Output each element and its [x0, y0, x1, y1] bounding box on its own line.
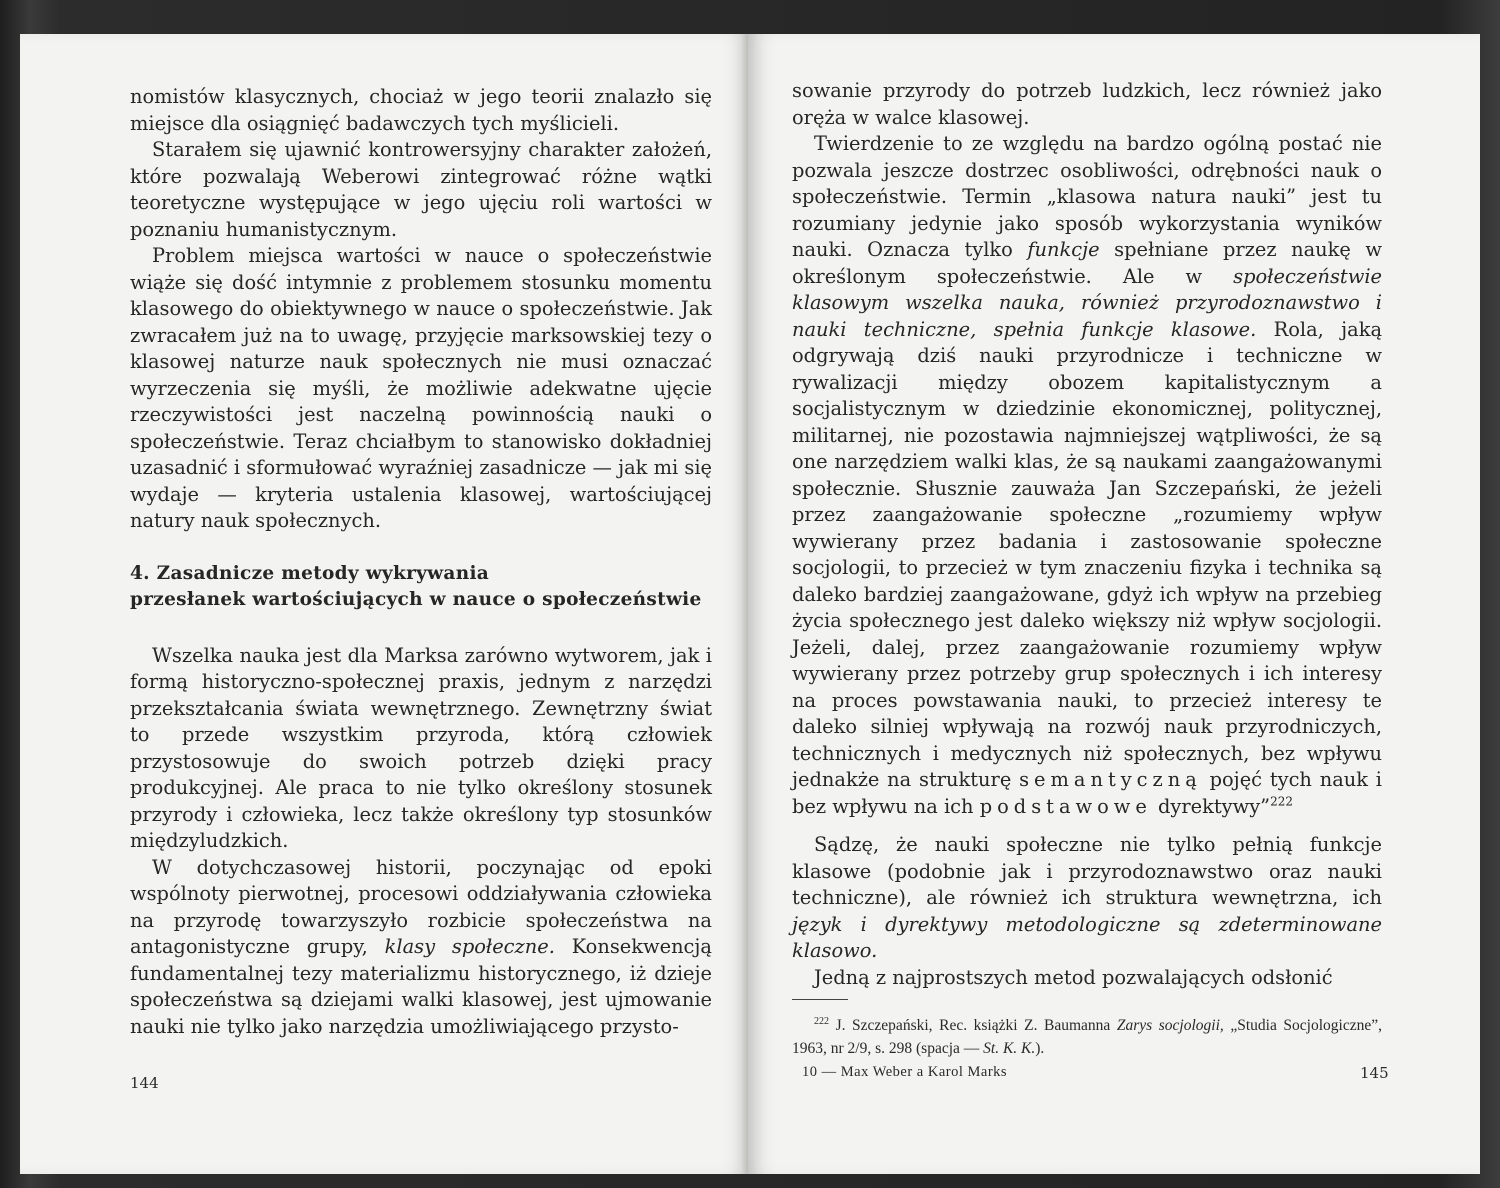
left-page-number: 144 — [130, 1074, 159, 1092]
right-paragraph-3 — [792, 832, 1382, 965]
text-run: ). — [1035, 1040, 1045, 1058]
spaced-run: podstawowe — [979, 794, 1152, 818]
left-paragraph-4: Wszelka nauka jest dla Marksa zarówno wytworem, jak i formą historyczno-społecznej praxis, jednym z narzędzi przekształcania świata wewnętrznego. Zewnętrzny świat to przede wszystkim przyroda, którą człowiek przystosowuje do swoich potrzeb dzięki pracy produkcyjnej. Ale praca to nie tylko określony stosunek przyrody i człowieka, lecz także określony typ stosunków międzyludzkich. — [130, 643, 712, 852]
left-paragraph-1: nomistów klasycznych, chociaż w jego teorii znalazło się miejsce dla osiągnięć badawczych tych myślicieli. — [130, 85, 712, 135]
right-paragraph-1: sowanie przyrody do potrzeb ludzkich, lecz również jako oręża w walce klasowej. — [792, 79, 1382, 129]
printer-signature: 10 — Max Weber a Karol Marks — [802, 1064, 1008, 1080]
italic-run: klasy społeczne. — [384, 935, 555, 958]
text-run: Rola, jaką odgrywają dziś nauki przyrodnicze i techniczne w rywalizacji między obozem kapitalistycznym a socjalistycznym w dziedzinie ekonomicznej, politycznej, militarnej, nie pozostawia najmniejszej wątpliwości, że są one narzędziem walki klas, że są naukami zaangażowanymi społecznie. Słusznie zauważa Jan Szczepański, że jeżeli przez zaangażowanie społeczne „rozumiemy wpływ wywierany przez badania i zastosowanie społeczne socjologii, to przecież w tym znaczeniu fizyka i technika są daleko bardziej zaangażowane, gdyż ich wpływ na przebieg życia społecznego jest daleko większy niż wpływ socjologii. Jeżeli, dalej, przez zaangażowanie rozumiemy wpływ wywierany przez potrzeby grup społecznych i ich interesy na proces powstawania nauki, to przecież interesy te daleko silniej wpływają na rozwój nauk przyrodniczych, technicznych i medycznych niż społecznych, bez wpływu jednakże na strukturę — [792, 317, 1382, 791]
text-run: dyrektywy” — [1151, 794, 1271, 818]
footnote-number: 222 — [814, 1016, 829, 1027]
footnote-reference: 222 — [1270, 794, 1294, 809]
left-paragraph-2: Starałem się ujawnić kontrowersyjny charakter założeń, które pozwalają Weberowi zintegrować różne wątki teoretyczne występujące w jego ujęciu roli wartości w poznaniu humanistycznym. — [130, 138, 712, 241]
text-run: spełniane przez naukę w określonym społeczeństwie. Ale w — [792, 238, 1382, 288]
section-heading-line-1: 4. Zasadnicze metody wykrywania — [130, 562, 490, 584]
text-run: Konsekwencją fundamentalnej tezy materializmu historycznego, iż dzieje społeczeństwa są dziejami walki klasowej, jest ujmowanie nauki nie tylko jako narzędzia umożliwiającego przysto- — [130, 935, 712, 1038]
text-run: Sądzę, że nauki społeczne nie tylko pełnią funkcje klasowe (podobnie jak i przyrodoznawstwo oraz nauki techniczne), ale również ich struktura wewnętrzna, ich — [792, 833, 1382, 909]
right-page — [748, 34, 1480, 1174]
footnote — [792, 1010, 1382, 1060]
italic-run: Zarys socjologii, — [1116, 1017, 1224, 1035]
spaced-run: semantyczną — [1019, 768, 1202, 791]
text-run: „Studia Socjologiczne”, 1963, nr 2/9, s. 298 (spacja — — [792, 1017, 1382, 1058]
text-run: Twierdzenie to ze względu na bardzo ogólną postać nie pozwala jeszcze dostrzec osobliwości, odrębności nauk o społeczeństwie. Termin „klasowa natura nauki” jest tu rozumiany jedynie jako sposób wykorzystania wyników nauki. Oznacza tylko — [792, 132, 1382, 261]
right-page-number: 145 — [1360, 1064, 1389, 1082]
section-heading — [130, 561, 712, 613]
italic-run: społeczeństwie klasowym wszelka nauka, również przyrodoznawstwo i nauki techniczne, spełnia funkcje klasowe. — [792, 264, 1382, 341]
text-run: W dotychczasowej historii, poczynając od epoki wspólnoty pierwotnej, procesowi oddziaływania człowieka na przyrodę towarzyszyło rozbicie społeczeństwa na antagonistyczne grupy, — [130, 855, 712, 958]
left-page — [20, 34, 750, 1174]
italic-run: funkcje — [1027, 238, 1100, 261]
text-run: pojęć tych nauk i bez wpływu na ich — [792, 768, 1382, 818]
right-paragraph-4: Jedną z najprostszych metod pozwalających odsłonić — [814, 965, 1333, 989]
left-paragraph-5 — [130, 855, 712, 1041]
section-heading-line-2: przesłanek wartościujących w nauce o społeczeństwie — [130, 588, 702, 610]
left-paragraph-3: Problem miejsca wartości w nauce o społeczeństwie wiąże się dość intymnie z problemem stosunku momentu klasowego do obiektywnego w nauce o społeczeństwie. Jak zwracałem już na to uwagę, przyjęcie marksowskiej tezy o klasowej naturze nauk społecznych nie musi oznaczać wyrzeczenia się myśli, że możliwie adekwatne ujęcie rzeczywistości jest naczelną powinnością nauki o społeczeństwie. Teraz chciałbym to stanowisko dokładniej uzasadnić i sformułować wyraźniej zasadnicze — jak mi się wydaje — kryteria ustalenia klasowej, wartościującej natury nauk społecznych. — [130, 244, 712, 532]
right-page-text — [792, 78, 1382, 1060]
footnote-divider — [792, 999, 848, 1000]
italic-run: język i dyrektywy metodologiczne są zdeterminowane klasowo. — [792, 912, 1382, 962]
text-run: J. Szczepański, Rec. książki Z. Baumanna — [829, 1017, 1117, 1035]
right-paragraph-2 — [792, 131, 1382, 820]
left-page-text — [130, 84, 712, 1040]
italic-run: St. K. K. — [983, 1040, 1036, 1058]
